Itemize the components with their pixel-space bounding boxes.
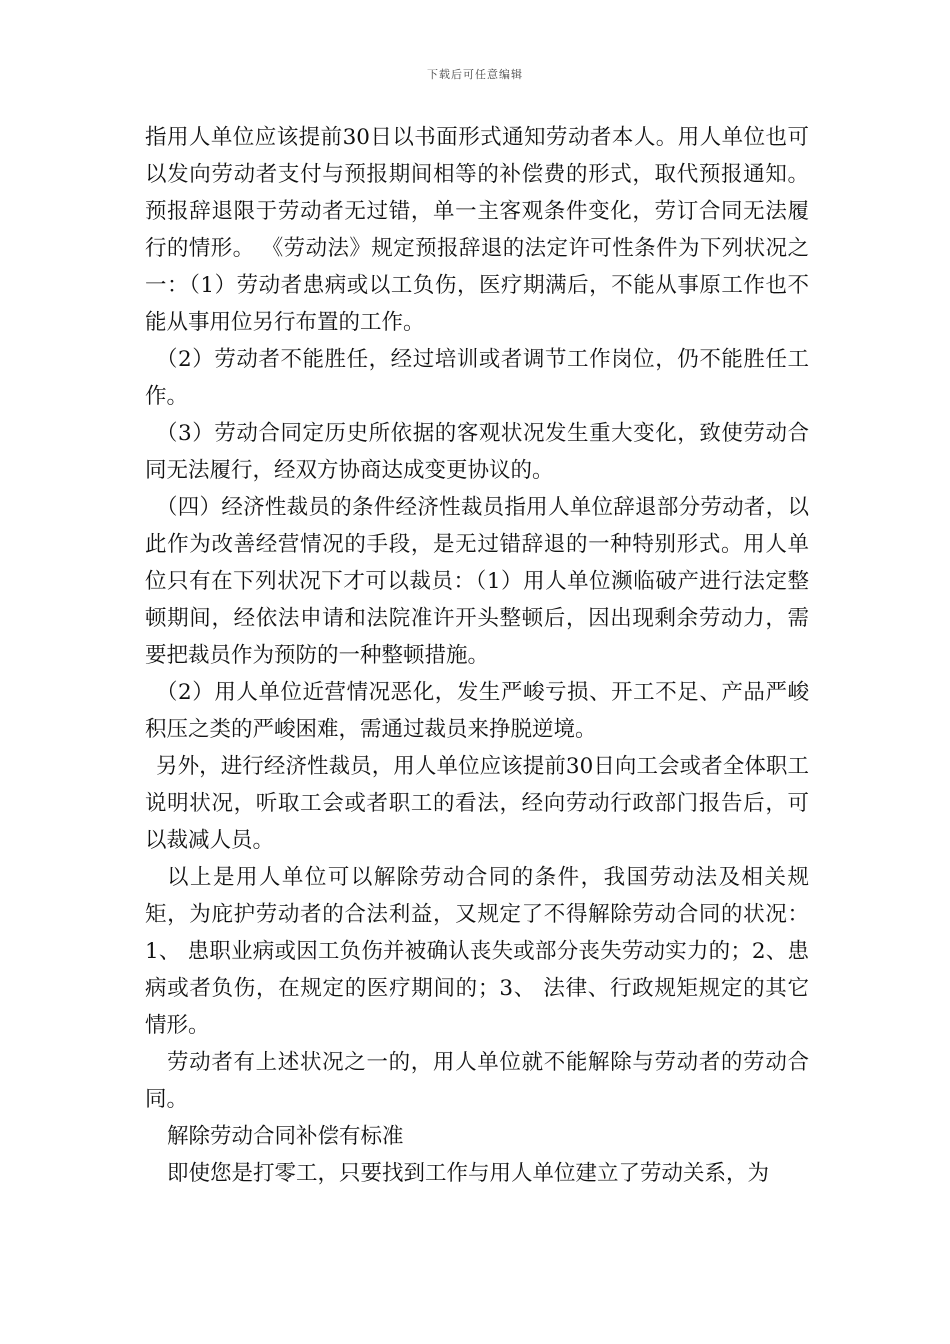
paragraph-3: （3）劳动合同定历史所依据的客观状况发生重大变化，致使劳动合同无法履行，经双方协商达成变更协议的。 (145, 421, 809, 483)
paragraph-7: 以上是用人单位可以解除劳动合同的条件，我国劳动法及相关规矩，为庇护劳动者的合法利益，又规定了不得解除劳动合同的状况：1、 患职业病或因工负伤并被确认丧失或部分丧失劳动实力的；2、患病或者负伤，在规定的医疗期间的；3、 法律、行政规矩规定的其它情形。 (145, 865, 809, 1038)
paragraph-4: （四）经济性裁员的条件经济性裁员指用人单位辞退部分劳动者，以此作为改善经营情况的手段，是无过错辞退的一种特别形式。用人单位只有在下列状况下才可以裁员：（1）用人单位濒临破产进行法定整顿期间，经依法申请和法院准许开头整顿后，因出现剩余劳动力，需要把裁员作为预防的一种整顿措施。 (145, 495, 809, 668)
section-heading: 解除劳动合同补偿有标准 (167, 1124, 404, 1149)
paragraph-9: 即使您是打零工，只要找到工作与用人单位建立了劳动关系，为 (167, 1161, 770, 1186)
paragraph-2: （2）劳动者不能胜任，经过培训或者调节工作岗位，仍不能胜任工作。 (145, 347, 809, 409)
paragraph-1: 指用人单位应该提前30日以书面形式通知劳动者本人。用人单位也可以发向劳动者支付与预报期间相等的补偿费的形式，取代预报通知。预报辞退限于劳动者无过错，单一主客观条件变化，劳订合同无法履行的情形。 《劳动法》规定预报辞退的法定许可性条件为下列状况之一：（1）劳动者患病或以工负伤，医疗期满后，不能从事原工作也不能从事用位另行布置的工作。 (145, 125, 809, 335)
page-header: 下载后可任意编辑 (427, 68, 523, 81)
document-body (145, 119, 809, 1192)
paragraph-8: 劳动者有上述状况之一的，用人单位就不能解除与劳动者的劳动合同。 (145, 1050, 809, 1112)
paragraph-6: 另外，进行经济性裁员，用人单位应该提前30日向工会或者全体职工说明状况，听取工会或者职工的看法，经向劳动行政部门报告后，可以裁减人员。 (145, 754, 809, 853)
paragraph-5: （2）用人单位近营情况恶化，发生严峻亏损、开工不足、产品严峻积压之类的严峻困难，需通过裁员来挣脱逆境。 (145, 680, 809, 742)
